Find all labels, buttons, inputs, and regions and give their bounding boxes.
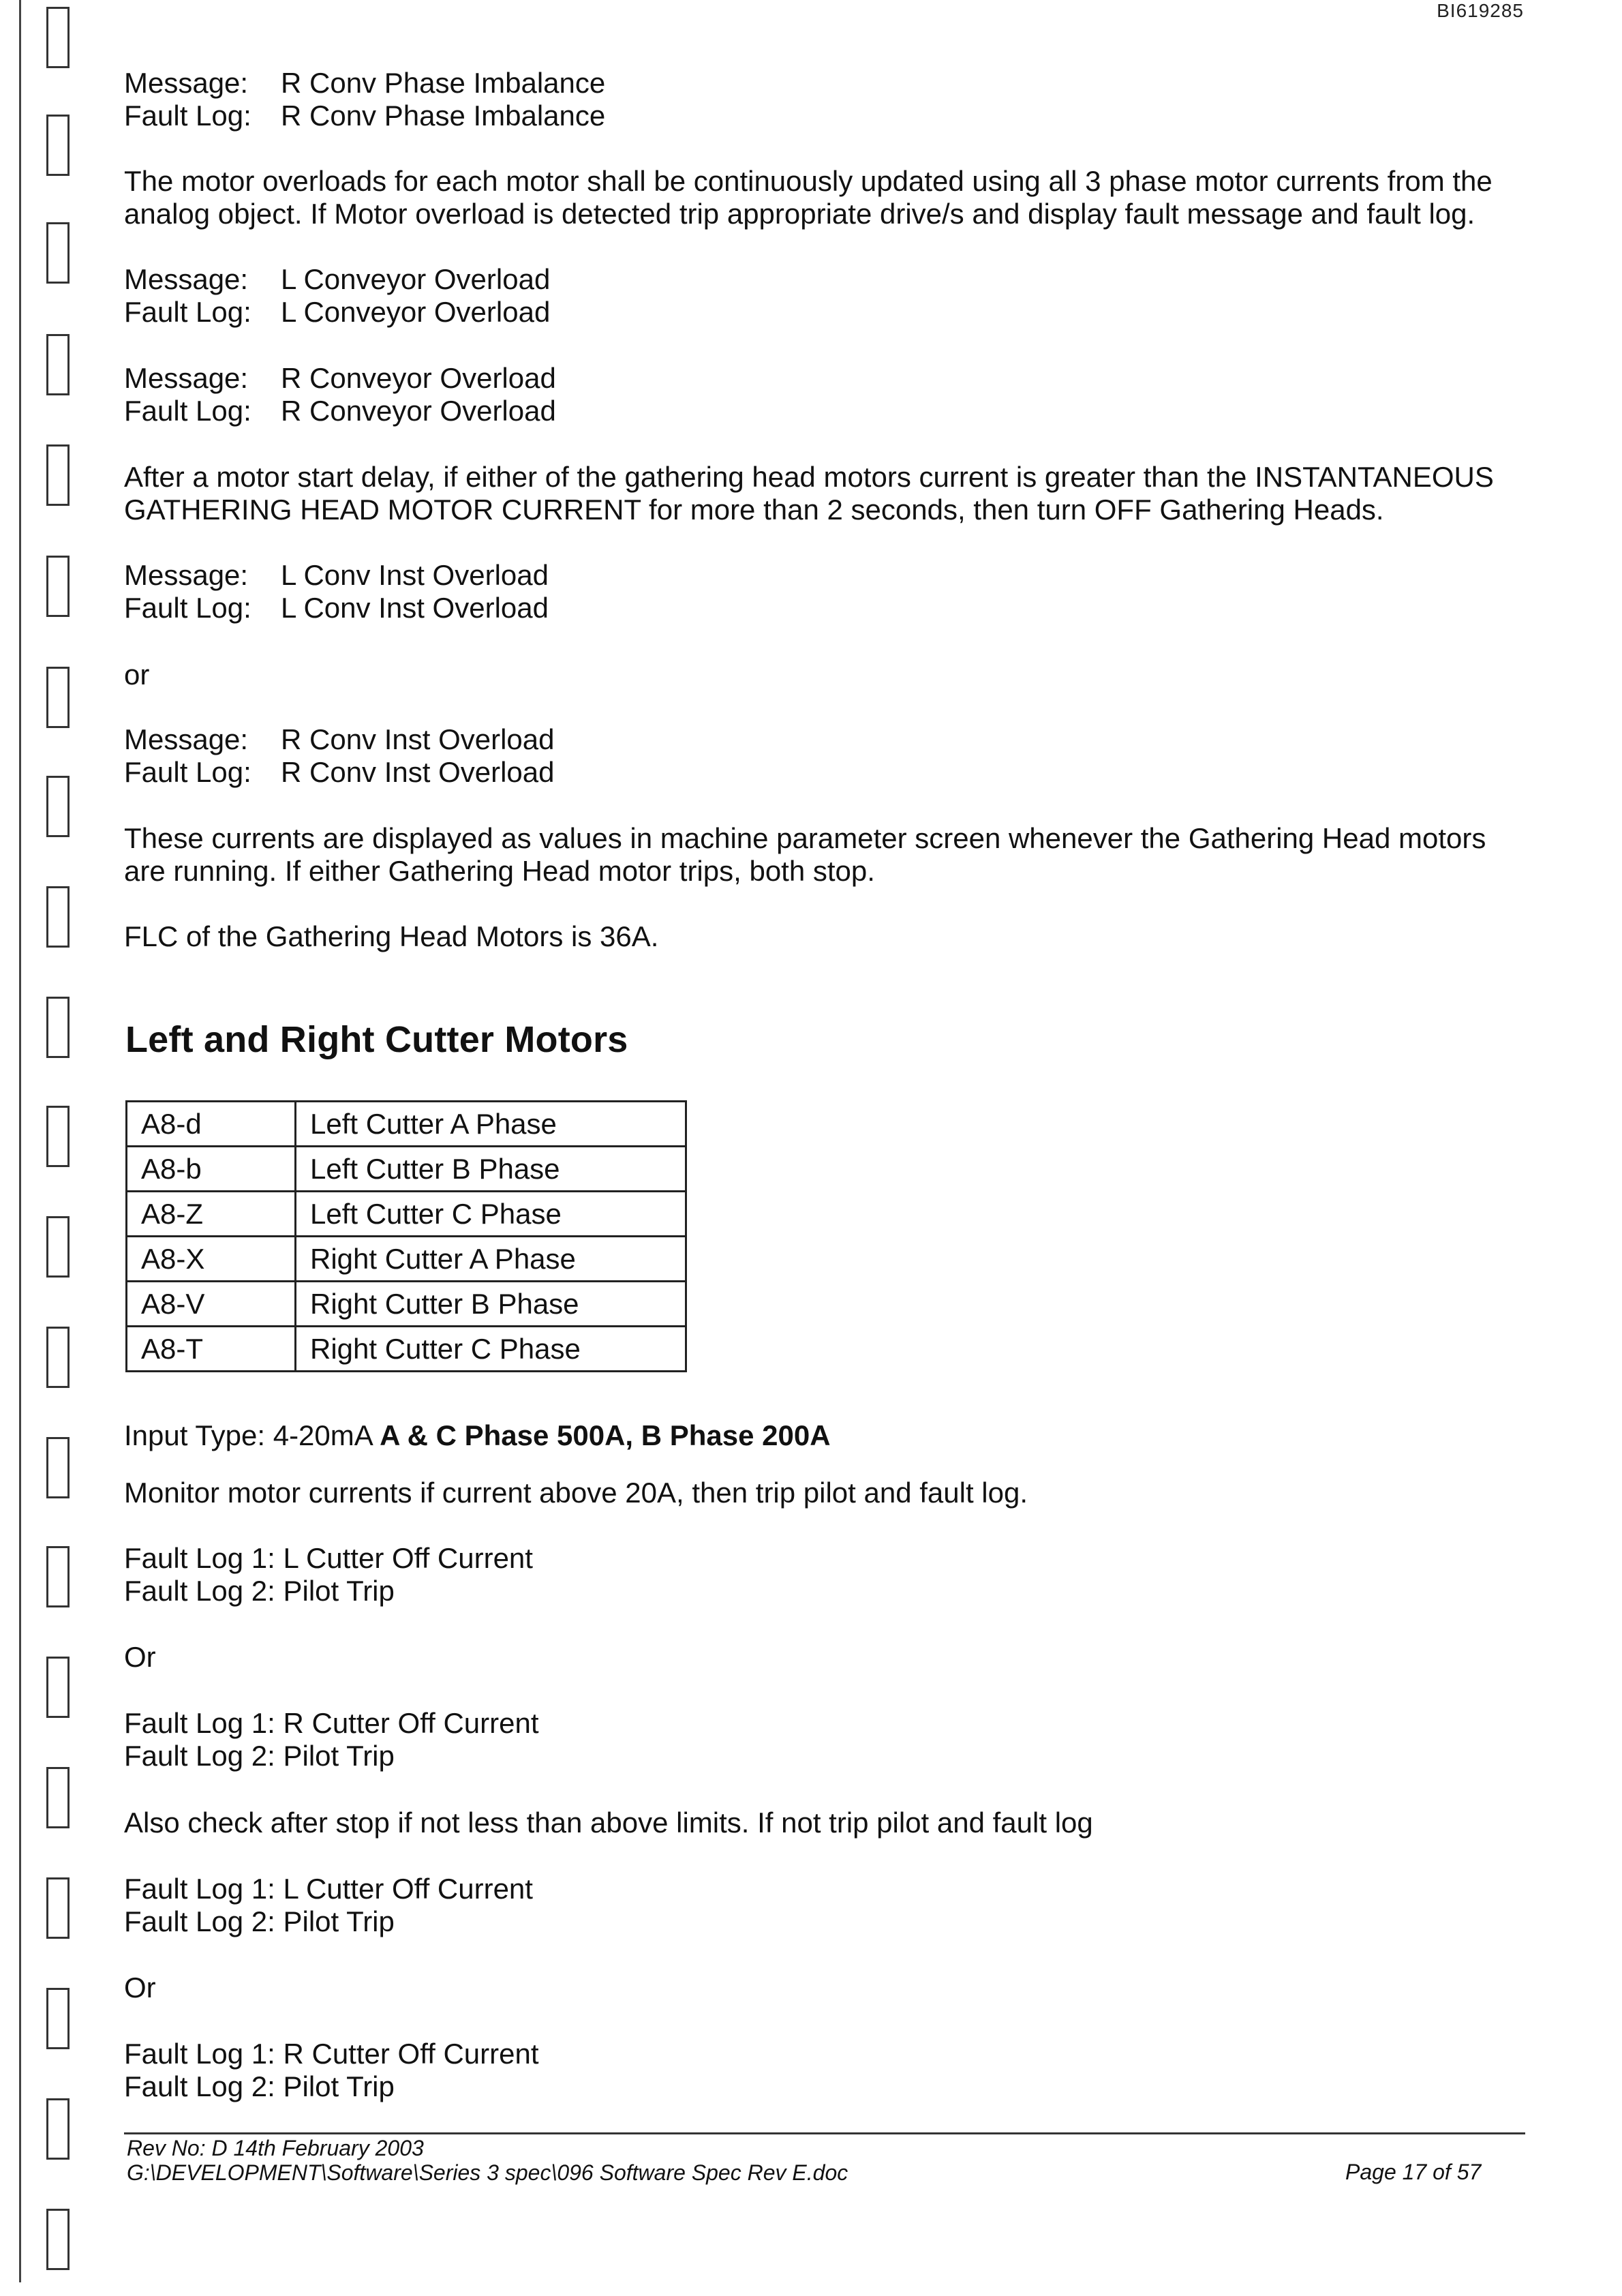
pin-table-row <box>127 1327 686 1372</box>
paragraph-currents-displayed: These currents are displayed as values in machine parameter screen whenever the Gathering Head motors are running. If either Gathering Head motor trips, both stop. <box>124 822 1486 887</box>
punch-hole <box>46 1216 70 1278</box>
paragraph-motor-overloads: The motor overloads for each motor shall be continuously updated using all 3 phase motor currents from the analog object. If Motor overload is detected trip appropriate drive/s and display fault message and fault log. <box>124 165 1493 230</box>
input-type-line <box>124 1419 831 1452</box>
pin-table-row <box>127 1282 686 1327</box>
fault-log-group-4 <box>124 2038 539 2103</box>
punch-hole <box>46 222 70 284</box>
paragraph-flc: FLC of the Gathering Head Motors is 36A. <box>124 920 659 952</box>
fault-log-line: Fault Log 1: L Cutter Off Current <box>124 1873 533 1905</box>
punch-hole <box>46 1106 70 1167</box>
fault-log-value: R Conv Inst Overload <box>281 756 555 788</box>
fault-log-value: L Conv Inst Overload <box>281 592 549 624</box>
fault-log-line: Fault Log 2: Pilot Trip <box>124 1740 395 1772</box>
punch-hole <box>46 1657 70 1718</box>
or-separator: Or <box>124 1972 156 2004</box>
fault-log-value: L Conveyor Overload <box>281 296 551 328</box>
punch-hole <box>46 2209 70 2270</box>
fault-log-line: Fault Log 1: R Cutter Off Current <box>124 1707 539 1739</box>
punch-hole <box>46 667 70 728</box>
fault-log-line: Fault Log 2: Pilot Trip <box>124 1905 395 1937</box>
punch-hole <box>46 1877 70 1939</box>
message-block-3 <box>124 362 556 427</box>
pin-table <box>125 1100 687 1372</box>
message-label: Message: <box>124 559 249 591</box>
fault-log-label: Fault Log: <box>124 592 251 624</box>
input-type-label: Input Type: 4-20mA <box>124 1419 372 1451</box>
fault-log-group-1 <box>124 1542 533 1607</box>
punch-hole <box>46 1546 70 1607</box>
or-separator: or <box>124 659 150 691</box>
message-block-1 <box>124 67 605 132</box>
pin-code: A8-Z <box>127 1192 296 1237</box>
pin-description: Right Cutter C Phase <box>296 1327 686 1372</box>
footer-divider <box>124 2132 1525 2134</box>
binding-edge-line <box>19 0 21 2282</box>
pin-description: Left Cutter B Phase <box>296 1147 686 1192</box>
message-block-4 <box>124 559 549 624</box>
message-label: Message: <box>124 263 249 295</box>
message-value: L Conv Inst Overload <box>281 559 549 591</box>
paragraph-gathering-head-delay: After a motor start delay, if either of the gathering head motors current is greater than the INSTANTANEOUS GATHERING HEAD MOTOR CURRENT for more than 2 seconds, then turn OFF Gathering Heads. <box>124 461 1494 526</box>
punch-hole <box>46 334 70 395</box>
pin-description: Right Cutter B Phase <box>296 1282 686 1327</box>
message-value: R Conv Inst Overload <box>281 723 555 755</box>
message-label: Message: <box>124 67 249 99</box>
fault-log-label: Fault Log: <box>124 296 251 328</box>
paragraph-monitor-currents: Monitor motor currents if current above 20A, then trip pilot and fault log. <box>124 1477 1028 1509</box>
fault-log-group-2 <box>124 1707 539 1772</box>
fault-log-label: Fault Log: <box>124 395 251 427</box>
pin-description: Right Cutter A Phase <box>296 1237 686 1282</box>
input-type-ranges: A & C Phase 500A, B Phase 200A <box>380 1419 831 1451</box>
message-value: R Conv Phase Imbalance <box>281 67 606 99</box>
pin-description: Left Cutter C Phase <box>296 1192 686 1237</box>
pin-table-row <box>127 1237 686 1282</box>
pin-code: A8-b <box>127 1147 296 1192</box>
fault-log-line: Fault Log 2: Pilot Trip <box>124 2070 395 2102</box>
footer-rev: Rev No: D 14th February 2003 <box>127 2136 424 2160</box>
section-heading: Left and Right Cutter Motors <box>125 1019 628 1060</box>
document-reference: BI619285 <box>1437 0 1524 21</box>
punch-hole <box>46 2098 70 2160</box>
punch-hole <box>46 1437 70 1498</box>
fault-log-label: Fault Log: <box>124 100 251 132</box>
punch-hole <box>46 1767 70 1828</box>
footer-file-path: G:\DEVELOPMENT\Software\Series 3 spec\096 Software Spec Rev E.doc <box>127 2160 848 2185</box>
fault-log-line: Fault Log 1: R Cutter Off Current <box>124 2038 539 2070</box>
message-value: R Conveyor Overload <box>281 362 556 394</box>
page-number: Page 17 of 57 <box>1345 2160 1482 2184</box>
message-label: Message: <box>124 723 249 755</box>
punch-hole <box>46 776 70 837</box>
pin-code: A8-T <box>127 1327 296 1372</box>
message-block-5 <box>124 723 555 789</box>
punch-hole <box>46 444 70 506</box>
or-separator: Or <box>124 1641 156 1673</box>
punch-hole <box>46 556 70 617</box>
pin-table-row <box>127 1147 686 1192</box>
punch-hole <box>46 115 70 176</box>
pin-code: A8-X <box>127 1237 296 1282</box>
fault-log-value: R Conveyor Overload <box>281 395 556 427</box>
fault-log-line: Fault Log 1: L Cutter Off Current <box>124 1542 533 1574</box>
punch-hole <box>46 1327 70 1388</box>
fault-log-label: Fault Log: <box>124 756 251 788</box>
paragraph-also-check: Also check after stop if not less than above limits. If not trip pilot and fault log <box>124 1807 1093 1839</box>
punch-hole <box>46 1988 70 2049</box>
fault-log-group-3 <box>124 1873 533 1938</box>
pin-code: A8-V <box>127 1282 296 1327</box>
pin-table-row <box>127 1192 686 1237</box>
pin-description: Left Cutter A Phase <box>296 1102 686 1147</box>
message-value: L Conveyor Overload <box>281 263 551 295</box>
punch-hole <box>46 7 70 68</box>
fault-log-value: R Conv Phase Imbalance <box>281 100 606 132</box>
punch-hole <box>46 886 70 948</box>
message-label: Message: <box>124 362 249 394</box>
message-block-2 <box>124 263 550 329</box>
pin-table-row <box>127 1102 686 1147</box>
pin-code: A8-d <box>127 1102 296 1147</box>
fault-log-line: Fault Log 2: Pilot Trip <box>124 1575 395 1607</box>
punch-hole <box>46 997 70 1058</box>
